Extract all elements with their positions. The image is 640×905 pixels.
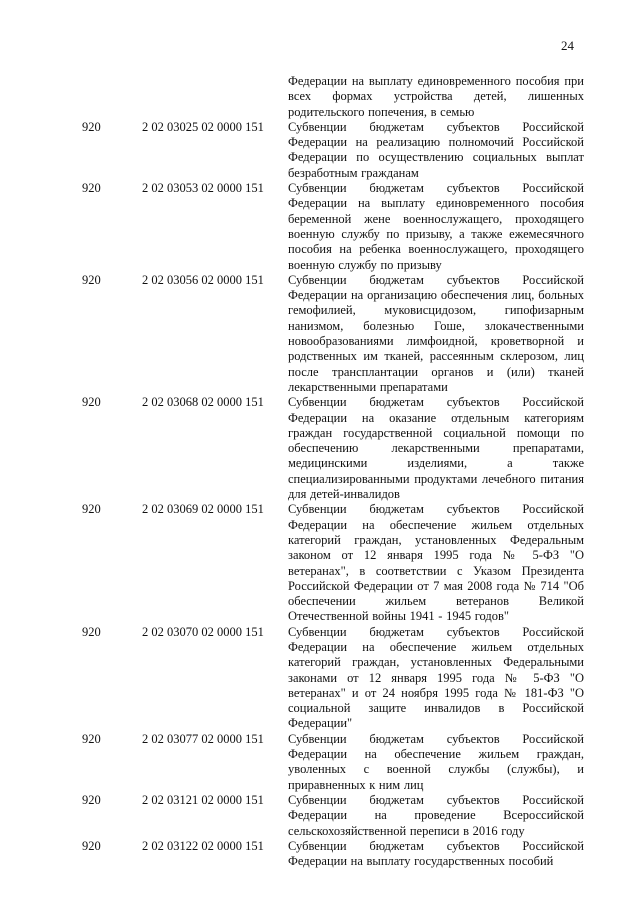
admin-code: 920	[82, 792, 101, 807]
budget-codes-table	[0, 74, 640, 869]
table-row	[0, 625, 640, 732]
revenue-description: Субвенции бюджетам субъектов Российской Федерации на проведение Всероссийской сельскохозяйственной переписи в 2016 году	[288, 792, 584, 838]
revenue-description: Субвенции бюджетам субъектов Российской Федерации на реализацию полномочий Российской Федерации по осуществлению социальных выплат безработным гражданам	[288, 119, 584, 180]
table-row	[0, 273, 640, 395]
table-row	[0, 395, 640, 502]
continuation-row	[0, 74, 640, 120]
revenue-description: Субвенции бюджетам субъектов Российской Федерации на обеспечение жильем граждан, уволенных с военной службы (службы), и приравненных к ним лиц	[288, 731, 584, 792]
budget-classification-code: 2 02 03077 02 0000 151	[142, 731, 264, 746]
admin-code: 920	[82, 181, 101, 196]
revenue-description: Субвенции бюджетам субъектов Российской Федерации на оказание отдельным категориям граждан государственной социальной помощи по обеспечению лекарственными препаратами, медицинскими изделиями, а также специализированными продуктами лечебного питания для детей-инвалидов	[288, 395, 584, 502]
admin-code: 920	[82, 502, 101, 517]
table-row	[0, 839, 640, 870]
budget-classification-code: 2 02 03122 02 0000 151	[142, 838, 264, 853]
revenue-description: Субвенции бюджетам субъектов Российской Федерации на выплату единовременного пособия беременной жене военнослужащего, проходящего военную службу по призыву, а также ежемесячного пособия на ребенка военнослужащего, проходящего военную службу по призыву	[288, 181, 584, 272]
revenue-description: Субвенции бюджетам субъектов Российской Федерации на организацию обеспечения лиц, больных гемофилией, муковисцидозом, гипофизарным нанизмом, болезнью Гоше, злокачественными новообразованиями лимфоидной, кроветворной и родственных им тканей, рассеянным склерозом, лиц после трансплантации органов и (или) тканей лекарственными препаратами	[288, 272, 584, 394]
revenue-description: Субвенции бюджетам субъектов Российской Федерации на выплату государственных пособий	[288, 838, 584, 869]
table-row	[0, 181, 640, 273]
revenue-description: Субвенции бюджетам субъектов Российской Федерации на обеспечение жильем отдельных категорий граждан, установленных Федеральными законами от 12 января 1995 года № 5-ФЗ "О ветеранах" и от 24 ноября 1995 года № 181-ФЗ "О социальной защите инвалидов в Российской Федерации"	[288, 624, 584, 731]
table-row	[0, 502, 640, 624]
admin-code: 920	[82, 119, 101, 134]
admin-code: 920	[82, 838, 101, 853]
budget-classification-code: 2 02 03070 02 0000 151	[142, 624, 264, 639]
budget-classification-code: 2 02 03056 02 0000 151	[142, 272, 264, 287]
budget-classification-code: 2 02 03068 02 0000 151	[142, 395, 264, 410]
budget-classification-code: 2 02 03025 02 0000 151	[142, 119, 264, 134]
admin-code: 920	[82, 731, 101, 746]
continuation-text: Федерации на выплату единовременного пособия при всех формах устройства детей, лишенных родительского попечения, в семью	[288, 74, 584, 119]
page-number: 24	[561, 38, 574, 53]
budget-classification-code: 2 02 03069 02 0000 151	[142, 502, 264, 517]
table-row	[0, 732, 640, 793]
revenue-description: Субвенции бюджетам субъектов Российской Федерации на обеспечение жильем отдельных категорий граждан, установленных Федеральным законом от 12 января 1995 года № 5-ФЗ "О ветеранах", в соответствии с Указом Президента Российской Федерации от 7 мая 2008 года № 714 "Об обеспечении жильем ветеранов Великой Отечественной войны 1941 - 1945 годов"	[288, 502, 584, 624]
admin-code: 920	[82, 395, 101, 410]
admin-code: 920	[82, 272, 101, 287]
budget-classification-code: 2 02 03121 02 0000 151	[142, 792, 264, 807]
table-row	[0, 120, 640, 181]
budget-classification-code: 2 02 03053 02 0000 151	[142, 181, 264, 196]
table-row	[0, 793, 640, 839]
admin-code: 920	[82, 624, 101, 639]
